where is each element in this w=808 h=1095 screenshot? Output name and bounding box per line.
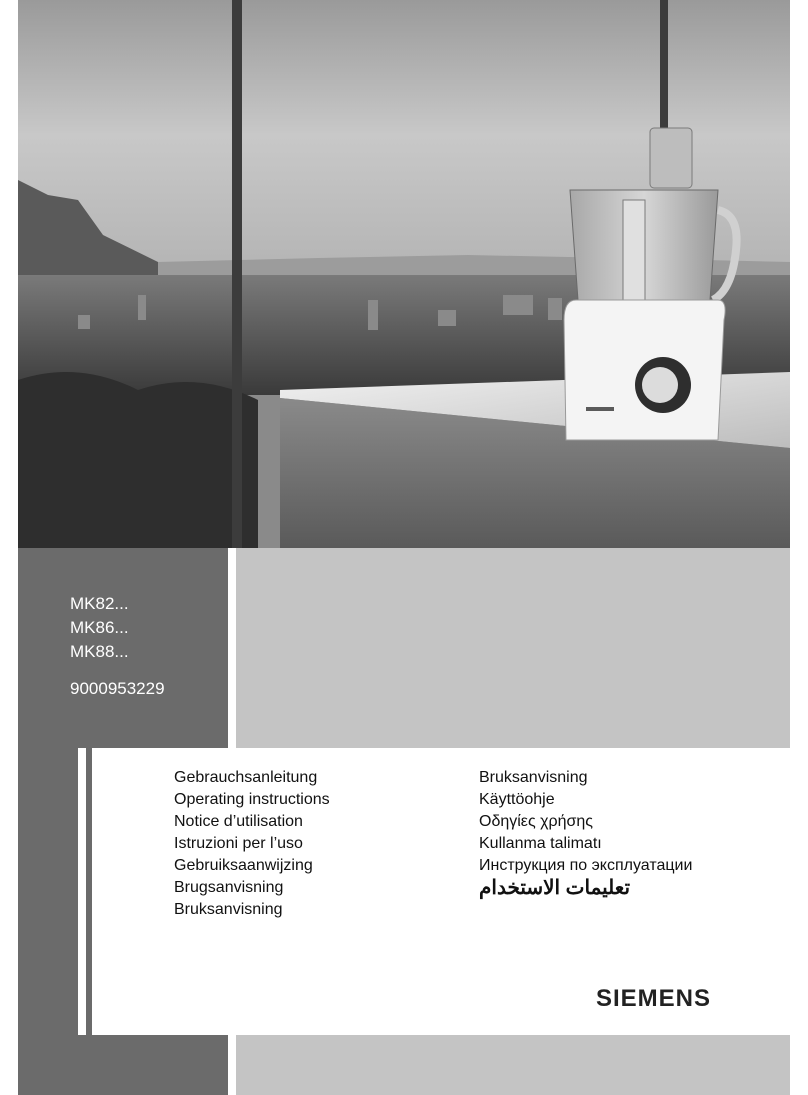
language-title: Gebrauchsanleitung (174, 769, 318, 786)
model-number: MK82... (70, 594, 129, 613)
language-title: Bruksanvisning (479, 769, 588, 786)
language-title: Operating instructions (174, 791, 330, 808)
model-list (70, 592, 129, 664)
language-title: Οδηγίες χρήσης (479, 813, 593, 830)
language-title-arabic: تعليمات الاستخدام (479, 877, 631, 899)
cover-photo (18, 0, 790, 548)
model-number: MK88... (70, 642, 129, 661)
language-list-right (479, 767, 692, 899)
siemens-logo: SIEMENS (596, 985, 712, 1012)
language-title: Notice d’utilisation (174, 813, 303, 830)
language-title: Käyttöohje (479, 791, 555, 808)
window-frame-left (232, 0, 242, 548)
language-title: Brugsanvisning (174, 879, 284, 896)
left-white-stripe (78, 748, 86, 1035)
language-title: Kullanma talimatı (479, 835, 602, 852)
language-title: Инструкция по эксплуатации (479, 857, 693, 874)
model-number: MK86... (70, 618, 129, 637)
right-grey-panel (236, 548, 790, 748)
left-footer-block (18, 1035, 228, 1095)
window-frame-right (660, 0, 668, 140)
part-number: 9000953229 (70, 679, 165, 698)
language-title: Bruksanvisning (174, 901, 283, 918)
vegetation (18, 372, 258, 548)
language-title: Gebruiksaanwijzing (174, 857, 313, 874)
language-title: Istruzioni per l’uso (174, 835, 303, 852)
language-list-left (174, 767, 330, 921)
right-footer-block (236, 1035, 790, 1095)
